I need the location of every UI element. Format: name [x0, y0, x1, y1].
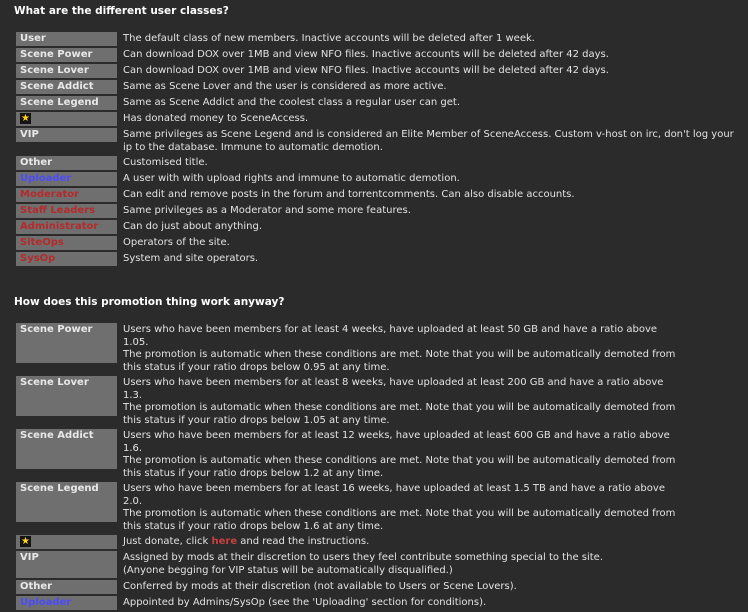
promotions-label-other: Other [16, 580, 117, 594]
promotions-label-scene-addict: Scene Addict [16, 429, 117, 469]
promotion-description [123, 429, 683, 480]
classes-label-other: Other [16, 156, 117, 170]
promotion-description [123, 535, 683, 549]
class-row [16, 64, 743, 78]
class-description: Same privileges as a Moderator and some more features. [123, 205, 411, 216]
promotions-label-scene-power: Scene Power [16, 323, 117, 363]
class-row [16, 220, 743, 234]
promotion-line: Conferred by mods at their discretion (not available to Users or Scene Lovers). [123, 581, 517, 592]
classes-title: What are the different user classes? [14, 5, 229, 17]
promotion-line: (Anyone begging for VIP status will be automatically disqualified.) [123, 564, 453, 576]
classes-label-moderator: Moderator [16, 188, 117, 202]
user-classes-table [16, 32, 743, 268]
promotion-line: The promotion is automatic when these conditions are met. Note that you will be automatically demoted from [123, 349, 676, 360]
class-row [16, 128, 743, 154]
promotions-label-scene-legend: Scene Legend [16, 482, 117, 522]
promotion-description [123, 323, 683, 374]
class-row [16, 80, 743, 94]
promotion-row [16, 551, 683, 578]
classes-label-scene-power: Scene Power [16, 48, 117, 62]
promotion-description [123, 580, 683, 594]
promotions-label-donor [16, 535, 117, 549]
promotion-line: Users who have been members for at least 8 weeks, have uploaded at least 200 GB and have a ratio above 1.3. [123, 377, 664, 401]
classes-label-uploader: Uploader [16, 172, 117, 186]
classes-label-staff-leaders: Staff Leaders [16, 204, 117, 218]
classes-label-donor [16, 112, 117, 126]
promotion-line: The promotion is automatic when these conditions are met. Note that you will be automatically demoted from [123, 455, 676, 466]
class-description: The default class of new members. Inactive accounts will be deleted after 1 week. [123, 33, 535, 44]
promotion-line: this status if your ratio drops below 1.05 at any time. [123, 414, 390, 426]
class-description: Can download DOX over 1MB and view NFO files. Inactive accounts will be deleted after 42 days. [123, 65, 609, 76]
class-description: Can download DOX over 1MB and view NFO files. Inactive accounts will be deleted after 42 days. [123, 49, 609, 60]
promotion-row [16, 376, 683, 427]
promotion-row [16, 323, 683, 374]
promotion-line: Users who have been members for at least 16 weeks, have uploaded at least 1.5 TB and have a ratio above 2.0. [123, 483, 665, 507]
donate-text-before: Just donate, click [123, 536, 212, 547]
class-row [16, 32, 743, 46]
promotion-table [16, 323, 683, 612]
class-row [16, 204, 743, 218]
class-description: Same as Scene Addict and the coolest class a regular user can get. [123, 97, 460, 108]
class-description: Has donated money to SceneAccess. [123, 113, 309, 124]
classes-label-sysop: SysOp [16, 252, 117, 266]
promotion-line: The promotion is automatic when these conditions are met. Note that you will be automatically demoted from [123, 402, 676, 413]
donate-here-link[interactable]: here [211, 536, 238, 547]
class-row [16, 156, 743, 170]
class-description: Can edit and remove posts in the forum and torrentcomments. Can also disable accounts. [123, 189, 575, 200]
class-description: Same as Scene Lover and the user is considered as more active. [123, 81, 447, 92]
classes-label-scene-lover: Scene Lover [16, 64, 117, 78]
promotion-line: Users who have been members for at least 12 weeks, have uploaded at least 600 GB and have a ratio above 1.6. [123, 430, 670, 454]
class-description: A user with with upload rights and immune to automatic demotion. [123, 173, 460, 184]
donor-star-icon: ★ [21, 113, 30, 124]
classes-label-scene-legend: Scene Legend [16, 96, 117, 110]
class-description: System and site operators. [123, 253, 259, 264]
promotion-line: Users who have been members for at least 4 weeks, have uploaded at least 50 GB and have a ratio above 1.05. [123, 324, 658, 348]
donor-star-icon: ★ [21, 536, 30, 547]
promotion-line: this status if your ratio drops below 1.6 at any time. [123, 520, 384, 532]
classes-label-siteops: SiteOps [16, 236, 117, 250]
promotion-line: The promotion is automatic when these conditions are met. Note that you will be automatically demoted from [123, 508, 676, 519]
promotion-description [123, 376, 683, 427]
promotion-title: How does this promotion thing work anyway? [14, 296, 285, 308]
promotion-line: this status if your ratio drops below 0.95 at any time. [123, 361, 390, 373]
classes-label-administrator: Administrator [16, 220, 117, 234]
promotion-description [123, 596, 683, 610]
class-row [16, 48, 743, 62]
promotions-label-uploader: Uploader [16, 596, 117, 610]
class-row [16, 188, 743, 202]
promotions-label-vip: VIP [16, 551, 117, 578]
donate-text-after: and read the instructions. [237, 536, 370, 547]
class-row [16, 172, 743, 186]
promotion-description [123, 551, 683, 577]
classes-label-user: User [16, 32, 117, 46]
class-row [16, 236, 743, 250]
class-row [16, 112, 743, 126]
promotion-description [123, 482, 683, 533]
class-description: Customised title. [123, 157, 208, 168]
promotion-row [16, 580, 683, 594]
promotion-line: this status if your ratio drops below 1.2 at any time. [123, 467, 384, 479]
class-description: Same privileges as Scene Legend and is considered an Elite Member of SceneAccess. Custom v-host on irc, don't log your ip to the database. Immune to automatic demotion. [123, 129, 734, 153]
promotion-row [16, 535, 683, 549]
classes-label-scene-addict: Scene Addict [16, 80, 117, 94]
class-description: Can do just about anything. [123, 221, 263, 232]
promotion-row [16, 596, 683, 610]
promotion-line: Appointed by Admins/SysOp (see the 'Uploading' section for conditions). [123, 597, 487, 608]
classes-label-vip: VIP [16, 128, 117, 142]
promotion-row [16, 429, 683, 480]
promotion-line: Assigned by mods at their discretion to users they feel contribute something special to the site. [123, 552, 604, 563]
promotion-row [16, 482, 683, 533]
class-row [16, 252, 743, 266]
class-description: Operators of the site. [123, 237, 230, 248]
class-row [16, 96, 743, 110]
promotions-label-scene-lover: Scene Lover [16, 376, 117, 416]
